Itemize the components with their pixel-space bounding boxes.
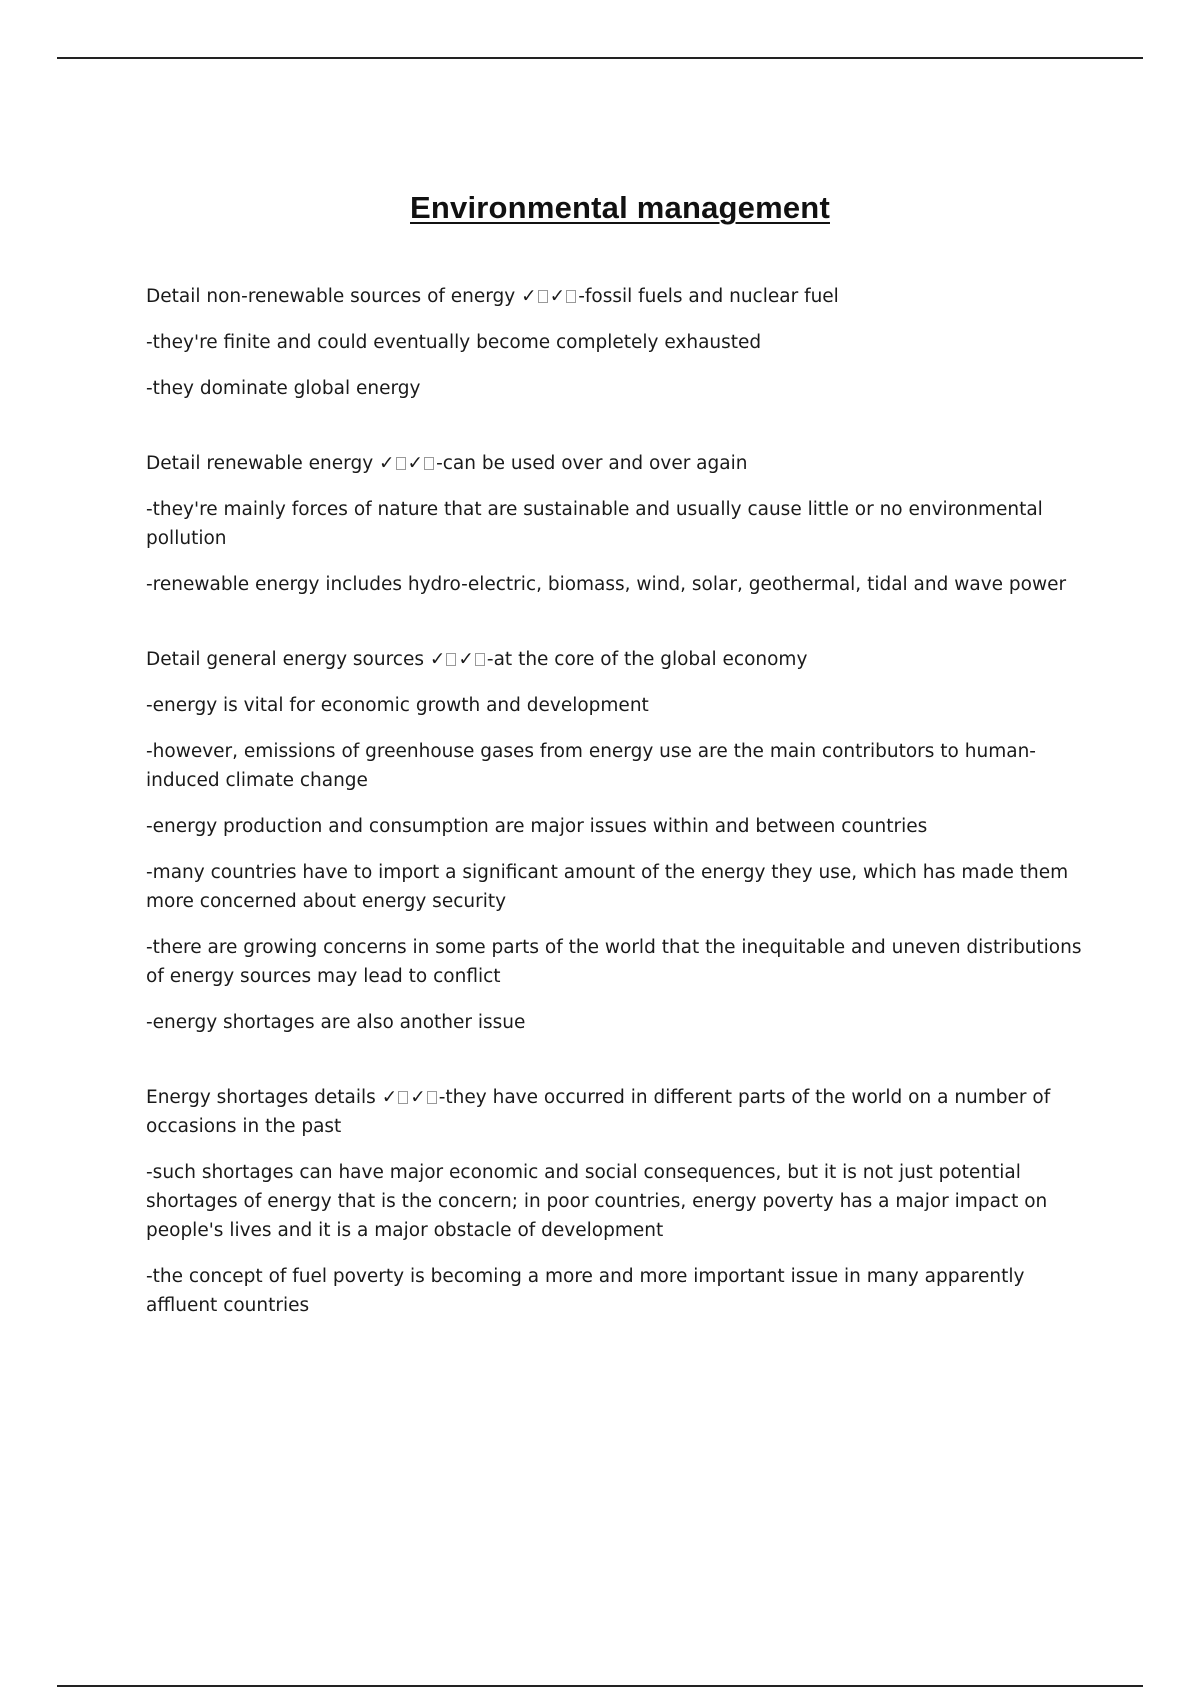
bullet-point: -the concept of fuel poverty is becoming a more and more important issue in many apparently affluent countries (146, 1266, 1025, 1316)
placeholder-box-icon (538, 290, 548, 303)
section-heading: Energy shortages details (146, 1087, 376, 1108)
check-icon: ✓ (521, 286, 537, 307)
placeholder-box-icon (566, 290, 576, 303)
first-point: -fossil fuels and nuclear fuel (578, 286, 839, 307)
bullet-point: -energy production and consumption are major issues within and between countries (146, 816, 928, 837)
bullet-point: -renewable energy includes hydro-electric, biomass, wind, solar, geothermal, tidal and wave power (146, 574, 1067, 595)
check-icon: ✓ (407, 453, 424, 474)
section-heading-line (146, 449, 1096, 478)
check-icon: ✓ (410, 1087, 426, 1108)
bullet-point: -they dominate global energy (146, 378, 421, 399)
bullet-point: -they're finite and could eventually become completely exhausted (146, 332, 762, 353)
check-icon: ✓ (379, 453, 395, 474)
bottom-rule (57, 1685, 1143, 1687)
section-heading: Detail non-renewable sources of energy (146, 286, 516, 307)
section-general (146, 645, 1096, 1037)
check-icon: ✓ (429, 649, 446, 670)
bullet-point: -energy shortages are also another issue (146, 1012, 526, 1033)
section-heading-line (146, 645, 1096, 674)
check-icon: ✓ (381, 1087, 398, 1108)
bullet-point: -many countries have to import a significant amount of the energy they use, which has made them more concerned about energy security (146, 862, 1069, 912)
check-icon: ✓ (549, 286, 566, 307)
first-point: -can be used over and over again (436, 453, 748, 474)
notes-body (146, 282, 1096, 1366)
placeholder-box-icon (424, 457, 434, 470)
section-shortages (146, 1083, 1096, 1320)
placeholder-box-icon (475, 653, 485, 666)
section-renewable (146, 449, 1096, 599)
first-point: -they have occurred in different parts of the world on a number of occasions in the past (146, 1087, 1051, 1137)
placeholder-box-icon (398, 1091, 408, 1104)
section-non-renewable (146, 282, 1096, 403)
bullet-point: -they're mainly forces of nature that are sustainable and usually cause little or no environmental pollution (146, 499, 1043, 549)
section-heading-line (146, 1083, 1096, 1141)
placeholder-box-icon (396, 457, 406, 470)
bullet-point: -however, emissions of greenhouse gases from energy use are the main contributors to human-induced climate change (146, 741, 1036, 791)
section-heading-line (146, 282, 1096, 311)
first-point: -at the core of the global economy (486, 649, 808, 670)
placeholder-box-icon (446, 653, 456, 666)
bullet-point: -energy is vital for economic growth and development (146, 695, 649, 716)
bullet-point: -such shortages can have major economic and social consequences, but it is not just potential shortages of energy that is the concern; in poor countries, energy poverty has a major impact on people's lives and it is a major obstacle of development (146, 1162, 1048, 1241)
page-title: Environmental management (410, 190, 830, 225)
check-icon: ✓ (458, 649, 474, 670)
top-rule (57, 57, 1143, 59)
bullet-point: -there are growing concerns in some parts of the world that the inequitable and uneven distributions of energy sources may lead to conflict (146, 937, 1082, 987)
section-heading: Detail renewable energy (146, 453, 374, 474)
placeholder-box-icon (427, 1091, 437, 1104)
section-heading: Detail general energy sources (146, 649, 424, 670)
